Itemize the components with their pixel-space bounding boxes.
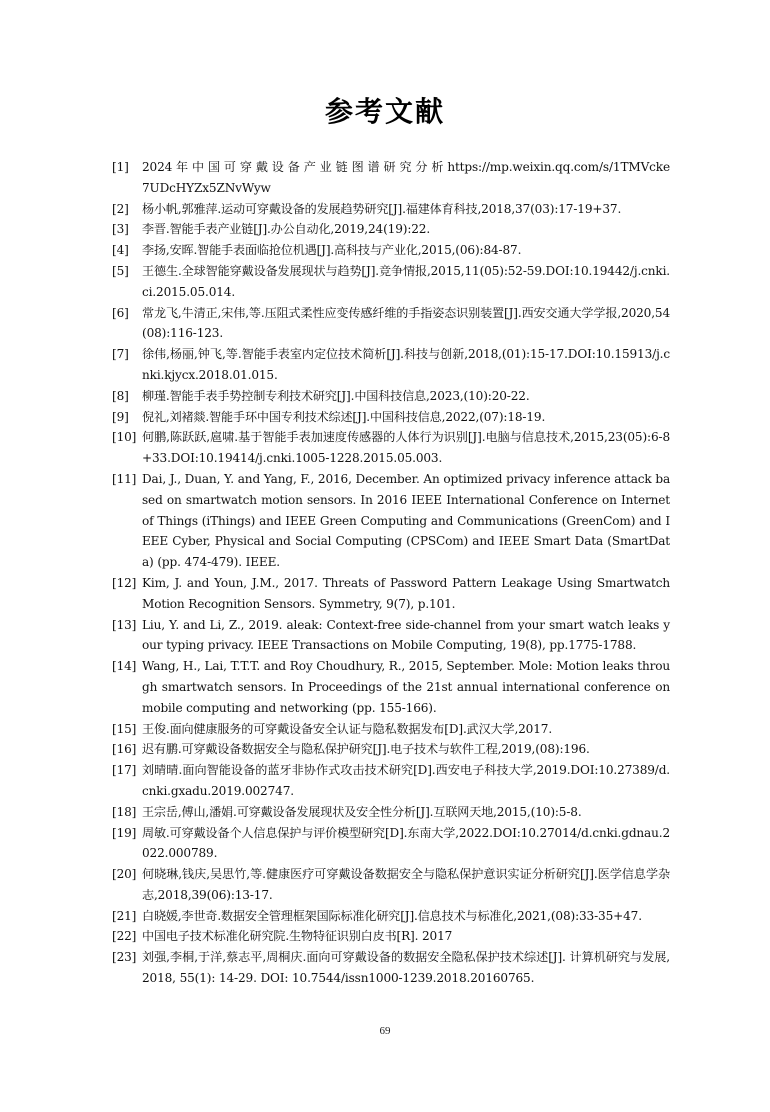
- reference-number: [17]: [112, 763, 137, 778]
- reference-number: [4]: [112, 243, 129, 258]
- reference-item: [112, 386, 670, 407]
- reference-number: [16]: [112, 742, 137, 757]
- reference-number: [2]: [112, 201, 129, 216]
- reference-text: 周敏.可穿戴设备个人信息保护与评价模型研究[D].东南大学,2022.DOI:10.27014/d.cnki.gdnau.2022.000789.: [142, 825, 670, 861]
- reference-item: [112, 573, 670, 615]
- reference-number: [7]: [112, 347, 129, 362]
- reference-number: [22]: [112, 929, 137, 944]
- reference-text: 何鹏,陈跃跃,扈啸.基于智能手表加速度传感器的人体行为识别[J].电脑与信息技术,2015,23(05):6-8+33.DOI:10.19414/j.cnki.1005-1228.2015.05.003.: [142, 430, 670, 466]
- reference-text: 迟有鹏.可穿戴设备数据安全与隐私保护研究[J].电子技术与软件工程,2019,(08):196.: [142, 742, 590, 757]
- reference-text: 刘强,李桐,于洋,蔡志平,周桐庆.面向可穿戴设备的数据安全隐私保护技术综述[J]. 计算机研究与发展, 2018, 55(1): 14-29. DOI: 10.7544/issn1000-1239.2018.20160765.: [142, 950, 670, 986]
- reference-text: 李晋.智能手表产业链[J].办公自动化,2019,24(19):22.: [142, 222, 431, 237]
- reference-item: [112, 199, 670, 220]
- reference-number: [1]: [112, 160, 129, 174]
- reference-number: [10]: [112, 430, 137, 445]
- reference-number: [11]: [112, 471, 137, 486]
- reference-text: 何晓琳,钱庆,吴思竹,等.健康医疗可穿戴设备数据安全与隐私保护意识实证分析研究[J].医学信息学杂志,2018,39(06):13-17.: [142, 867, 670, 902]
- reference-number: [18]: [112, 804, 137, 819]
- reference-item: [112, 407, 670, 428]
- reference-text: 刘晴晴.面向智能设备的蓝牙非协作式攻击技术研究[D].西安电子科技大学,2019.DOI:10.27389/d.cnki.gxadu.2019.002747.: [142, 763, 670, 798]
- reference-item: [112, 926, 670, 947]
- reference-item: [112, 656, 670, 718]
- reference-list: [112, 157, 670, 989]
- reference-text: Wang, H., Lai, T.T.T. and Roy Choudhury, R., 2015, September. Mole: Motion leaks through smartwatch sensors. In Proceedings of the 21st annual international conference on mobile computing and networking (pp. 155-166).: [142, 659, 670, 715]
- reference-item: [112, 303, 670, 345]
- reference-number: [6]: [112, 305, 129, 320]
- reference-item: [112, 219, 670, 240]
- reference-text: 王俊.面向健康服务的可穿戴设备安全认证与隐私数据发布[D].武汉大学,2017.: [142, 721, 553, 736]
- reference-number: [14]: [112, 659, 137, 674]
- reference-item: [112, 157, 670, 199]
- reference-text: 杨小帆,郭雅萍.运动可穿戴设备的发展趋势研究[J].福建体育科技,2018,37(03):17-19+37.: [142, 201, 622, 216]
- reference-item: [112, 823, 670, 865]
- reference-text: 白晓媛,李世奇.数据安全管理框架国际标准化研究[J].信息技术与标准化,2021,(08):33-35+47.: [142, 908, 642, 923]
- page-title: 参考文献: [324, 95, 445, 128]
- reference-number: [3]: [112, 222, 129, 237]
- reference-text: Liu, Y. and Li, Z., 2019. aleak: Context-free side-channel from your smart watch leaks your typing privacy. IEEE Transactions on Mobile Computing, 19(8), pp.1775-1788.: [142, 617, 670, 653]
- reference-number: [13]: [112, 617, 137, 632]
- reference-text: Kim, J. and Youn, J.M., 2017. Threats of Password Pattern Leakage Using Smartwatch Motion Recognition Sensors. Symmetry, 9(7), p.101.: [142, 575, 670, 611]
- reference-text: 倪礼,刘褚燚.智能手环中国专利技术综述[J].中国科技信息,2022,(07):18-19.: [142, 409, 546, 424]
- reference-text: 王德生.全球智能穿戴设备发展现状与趋势[J].竞争情报,2015,11(05):52-59.DOI:10.19442/j.cnki.ci.2015.05.014.: [142, 263, 670, 299]
- page-number: 69: [379, 1025, 391, 1037]
- reference-item: [112, 469, 670, 573]
- reference-item: [112, 344, 670, 386]
- reference-item: [112, 760, 670, 802]
- reference-item: [112, 615, 670, 657]
- reference-text: 2024 年 中 国 可 穿 戴 设 备 产 业 链 图 谱 研 究 分 析 https://mp.weixin.qq.com/s/1TMVcke7UDcHYZx5ZNvWyw: [142, 160, 670, 195]
- reference-text: 中国电子技术标准化研究院.生物特征识别白皮书[R]. 2017: [142, 929, 453, 944]
- reference-number: [20]: [112, 867, 137, 882]
- reference-item: [112, 864, 670, 906]
- reference-text: 常龙飞,牛清正,宋伟,等.压阻式柔性应变传感纤维的手指姿态识别装置[J].西安交通大学学报,2020,54(08):116-123.: [142, 305, 670, 341]
- reference-text: 柳瑾.智能手表手势控制专利技术研究[J].中国科技信息,2023,(10):20-22.: [142, 388, 530, 403]
- reference-item: [112, 719, 670, 740]
- reference-item: [112, 739, 670, 760]
- reference-item: [112, 261, 670, 303]
- reference-item: [112, 947, 670, 989]
- reference-item: [112, 802, 670, 823]
- reference-text: 徐伟,杨丽,钟飞,等.智能手表室内定位技术简析[J].科技与创新,2018,(01):15-17.DOI:10.15913/j.cnki.kjycx.2018.01.015.: [142, 347, 670, 382]
- reference-number: [5]: [112, 263, 129, 278]
- reference-text: Dai, J., Duan, Y. and Yang, F., 2016, December. An optimized privacy inference attack based on smartwatch motion sensors. In 2016 IEEE International Conference on Internet of Things (iThings) and IEEE Green Computing and Communications (GreenCom) and IEEE Cyber, Physical and Social Computing (CPSCom) and IEEE Smart Data (SmartData) (pp. 474-479). IEEE.: [142, 471, 670, 570]
- reference-number: [21]: [112, 908, 137, 923]
- reference-number: [15]: [112, 721, 137, 736]
- reference-number: [12]: [112, 575, 137, 590]
- reference-text: 王宗岳,傅山,潘娟.可穿戴设备发展现状及安全性分析[J].互联网天地,2015,(10):5-8.: [142, 804, 582, 819]
- reference-number: [19]: [112, 825, 137, 840]
- reference-number: [9]: [112, 409, 129, 424]
- reference-text: 李扬,安晖.智能手表面临抢位机遇[J].高科技与产业化,2015,(06):84-87.: [142, 243, 522, 258]
- reference-item: [112, 906, 670, 927]
- reference-number: [8]: [112, 388, 129, 403]
- reference-number: [23]: [112, 950, 137, 965]
- reference-item: [112, 427, 670, 469]
- reference-item: [112, 240, 670, 261]
